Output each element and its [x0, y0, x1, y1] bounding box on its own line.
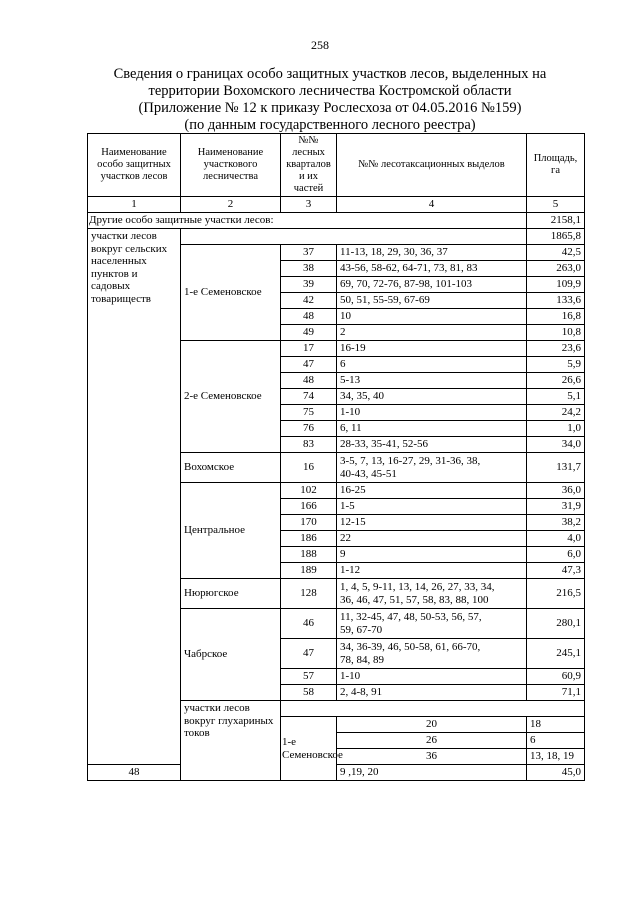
quarter-number: 128: [281, 579, 337, 609]
area-value: 31,9: [527, 499, 585, 515]
document-title: [60, 66, 600, 134]
column-number: 2: [181, 197, 281, 213]
plot-numbers: 10: [337, 309, 527, 325]
plot-numbers: 6, 11: [337, 421, 527, 437]
title-line-3: (Приложение № 12 к приказу Рослесхоза от 04.05.2016 №159): [138, 100, 522, 116]
plot-numbers: 50, 51, 55-59, 67-69: [337, 293, 527, 309]
forestry-name: Нюрюгское: [181, 579, 281, 609]
plot-numbers: 43-56, 58-62, 64-71, 73, 81, 83: [337, 261, 527, 277]
plot-numbers: [337, 639, 527, 669]
column-number: 5: [527, 197, 585, 213]
quarter-number: 48: [281, 373, 337, 389]
quarter-number: 102: [281, 483, 337, 499]
quarter-number: 42: [281, 293, 337, 309]
quarter-number: 83: [281, 437, 337, 453]
plot-numbers: 28-33, 35-41, 52-56: [337, 437, 527, 453]
header-area: Площадь, га: [527, 134, 585, 197]
column-number: 3: [281, 197, 337, 213]
table-header-row: [88, 134, 585, 197]
header-quarters: №№ лесных кварталов и их частей: [281, 134, 337, 197]
area-value: 245,1: [527, 639, 585, 669]
area-value: 1,0: [527, 421, 585, 437]
plot-numbers: 1-10: [337, 669, 527, 685]
area-value: 47,3: [527, 563, 585, 579]
area-value: 60,9: [527, 669, 585, 685]
empty-cell: [181, 229, 527, 245]
quarter-number: 188: [281, 547, 337, 563]
plot-numbers-line: 36, 46, 47, 51, 57, 58, 83, 88, 100: [340, 593, 489, 606]
total-row: [88, 213, 585, 229]
column-number: 1: [88, 197, 181, 213]
area-value: 131,7: [527, 453, 585, 483]
plot-numbers-line: 1, 4, 5, 9-11, 13, 14, 26, 27, 33, 34,: [340, 580, 495, 593]
plot-numbers: 5-13: [337, 373, 527, 389]
table-row: [88, 765, 585, 781]
table-row: [88, 229, 585, 245]
quarter-number: 36: [337, 749, 527, 765]
area-value: 34,0: [527, 437, 585, 453]
plot-numbers-line: 34, 36-39, 46, 50-58, 61, 66-70,: [340, 640, 481, 653]
area-value: 16,8: [527, 309, 585, 325]
forestry-name: Чабрское: [181, 609, 281, 701]
plot-numbers-line: 3-5, 7, 13, 16-27, 29, 31-36, 38,: [340, 454, 481, 467]
plot-numbers: 16-19: [337, 341, 527, 357]
protected-areas-table: [87, 133, 585, 781]
plot-numbers: 2, 4-8, 91: [337, 685, 527, 701]
area-value: 263,0: [527, 261, 585, 277]
plot-numbers: 6: [337, 357, 527, 373]
quarter-number: 48: [281, 309, 337, 325]
plot-numbers: 6: [527, 733, 585, 749]
area-value: 216,5: [527, 579, 585, 609]
plot-numbers: 22: [337, 531, 527, 547]
area-value: 133,6: [527, 293, 585, 309]
plot-numbers: 12-15: [337, 515, 527, 531]
category-settlements: участки лесов вокруг сельских населенных пунктов и садовых товариществ: [88, 229, 181, 765]
quarter-number: 189: [281, 563, 337, 579]
page-number: 258: [311, 38, 329, 52]
quarter-number: 47: [281, 639, 337, 669]
forestry-name: 1-е Семеновское: [281, 717, 337, 781]
quarter-number: 16: [281, 453, 337, 483]
header-plots: №№ лесотаксационных выделов: [337, 134, 527, 197]
quarter-number: 170: [281, 515, 337, 531]
plot-numbers: 9: [337, 547, 527, 563]
plot-numbers: 9 ,19, 20: [337, 765, 527, 781]
quarter-number: 186: [281, 531, 337, 547]
plot-numbers-line: 78, 84, 89: [340, 653, 384, 666]
column-number-row: [88, 197, 585, 213]
plot-numbers: 1-12: [337, 563, 527, 579]
area-value: 24,2: [527, 405, 585, 421]
title-line-1: Сведения о границах особо защитных участков лесов, выделенных на: [113, 66, 547, 82]
area-value: 6,0: [527, 547, 585, 563]
quarter-number: 48: [88, 765, 181, 781]
area-value: 5,1: [527, 389, 585, 405]
forestry-name: Вохомское: [181, 453, 281, 483]
quarter-number: 47: [281, 357, 337, 373]
area-value: 5,9: [527, 357, 585, 373]
quarter-number: 38: [281, 261, 337, 277]
plot-numbers: [337, 609, 527, 639]
quarter-number: 49: [281, 325, 337, 341]
plot-numbers: 2: [337, 325, 527, 341]
quarter-number: 46: [281, 609, 337, 639]
plot-numbers-line: 11, 32-45, 47, 48, 50-53, 56, 57,: [340, 610, 482, 623]
header-forestry: Наименование участкового лесничества: [181, 134, 281, 197]
plot-numbers: 11-13, 18, 29, 30, 36, 37: [337, 245, 527, 261]
plot-numbers: 1-10: [337, 405, 527, 421]
plot-numbers: 16-25: [337, 483, 527, 499]
plot-numbers: [337, 453, 527, 483]
quarter-number: 58: [281, 685, 337, 701]
total-area: 2158,1: [527, 213, 585, 229]
area-value: 280,1: [527, 609, 585, 639]
title-line-2: территории Вохомского лесничества Костромской области: [148, 83, 512, 99]
plot-numbers: [337, 579, 527, 609]
area-value: 42,5: [527, 245, 585, 261]
column-number: 4: [337, 197, 527, 213]
quarter-number: 75: [281, 405, 337, 421]
quarter-number: 17: [281, 341, 337, 357]
area-value: 36,0: [527, 483, 585, 499]
forestry-name: 1-е Семеновское: [181, 245, 281, 341]
title-line-4: (по данным государственного лесного реестра): [184, 117, 476, 133]
area-value: 4,0: [527, 531, 585, 547]
quarter-number: 37: [281, 245, 337, 261]
plot-numbers: 13, 18, 19: [527, 749, 585, 765]
area-value: 26,6: [527, 373, 585, 389]
area-value: 71,1: [527, 685, 585, 701]
plot-numbers: 18: [527, 717, 585, 733]
header-category: Наименование особо защитных участков лесов: [88, 134, 181, 197]
total-label: Другие особо защитные участки лесов:: [88, 213, 527, 229]
plot-numbers: 69, 70, 72-76, 87-98, 101-103: [337, 277, 527, 293]
area-value: 109,9: [527, 277, 585, 293]
forestry-name: 2-е Семеновское: [181, 341, 281, 453]
plot-numbers-line: 40-43, 45-51: [340, 467, 397, 480]
area-value: 38,2: [527, 515, 585, 531]
quarter-number: 57: [281, 669, 337, 685]
quarter-number: 76: [281, 421, 337, 437]
category-capercaillie: участки лесов вокруг глухариных токов: [181, 701, 281, 781]
quarter-number: 39: [281, 277, 337, 293]
empty-cell: [281, 701, 585, 717]
plot-numbers-line: 59, 67-70: [340, 623, 383, 636]
category-area: 1865,8: [527, 229, 585, 245]
area-value: 10,8: [527, 325, 585, 341]
quarter-number: 166: [281, 499, 337, 515]
quarter-number: 74: [281, 389, 337, 405]
area-value: 23,6: [527, 341, 585, 357]
plot-numbers: 34, 35, 40: [337, 389, 527, 405]
quarter-number: 20: [337, 717, 527, 733]
quarter-number: 26: [337, 733, 527, 749]
plot-numbers: 1-5: [337, 499, 527, 515]
area-value: 45,0: [527, 765, 585, 781]
forestry-name: Центральное: [181, 483, 281, 579]
